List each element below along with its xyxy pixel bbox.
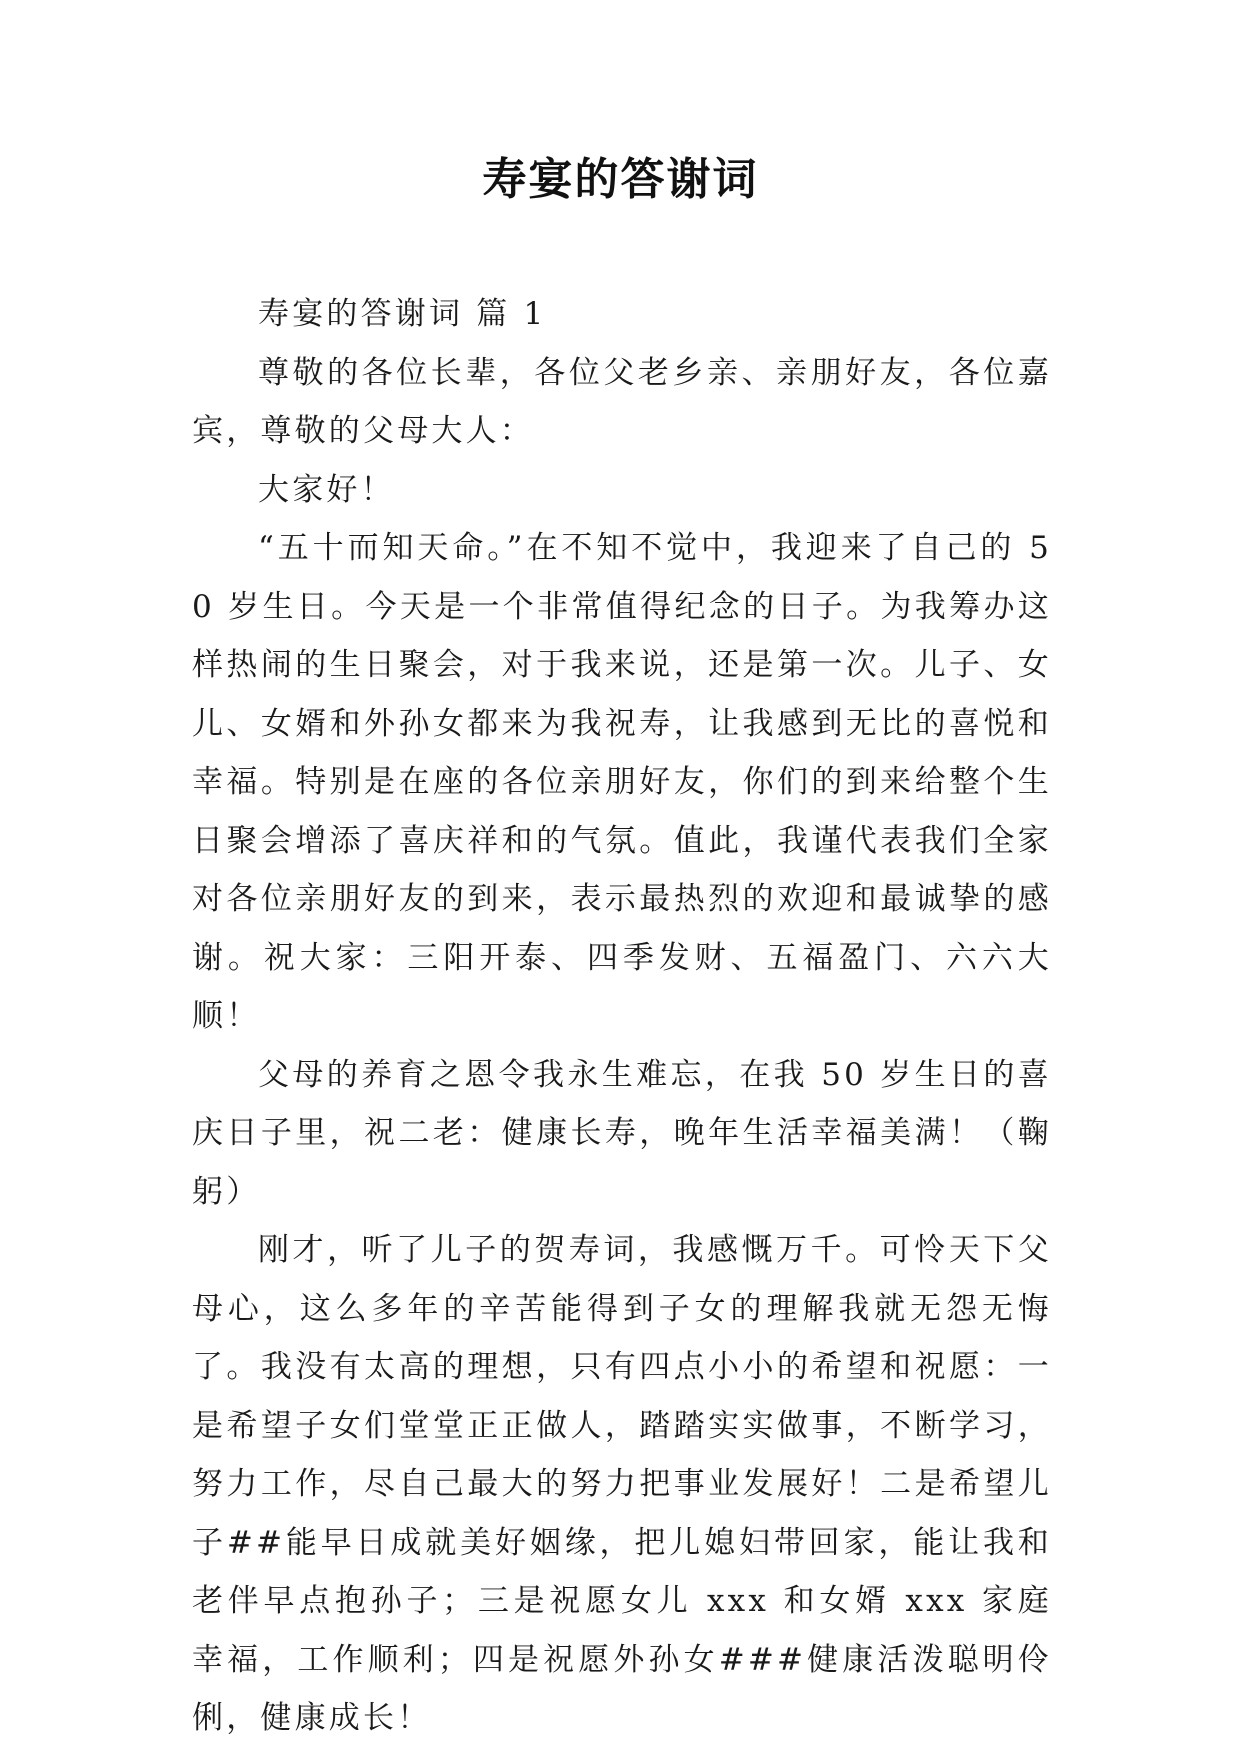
greeting-paragraph: 大家好！ [258,471,395,508]
body-paragraph: “五十而知天命。”在不知不觉中，我迎来了自己的 50 岁生日。今天是一个非常值得纪念的日子。为我筹办这样热闹的生日聚会，对于我来说，还是第一次。儿子、女儿、女婿和外孙女都来为我祝寿，让我感到无比的喜悦和幸福。特别是在座的各位亲朋好友，你们的到来给整个生日聚会增添了喜庆祥和的气氛。值此，我谨代表我们全家对各位亲朋好友的到来，表示最热烈的欢迎和最诚挚的感谢。祝大家：三阳开泰、四季发财、五福盈门、六六大顺！ [192,530,1052,1034]
salutation-paragraph: 尊敬的各位长辈，各位父老乡亲、亲朋好友，各位嘉宾，尊敬的父母大人： [192,354,1052,449]
section-heading: 寿宴的答谢词 篇 1 [258,296,547,332]
body-paragraph: 刚才，听了儿子的贺寿词，我感慨万千。可怜天下父母心，这么多年的辛苦能得到子女的理解我就无怨无悔了。我没有太高的理想，只有四点小小的希望和祝愿：一是希望子女们堂堂正正做人，踏踏实实做事，不断学习，努力工作，尽自己最大的努力把事业发展好！二是希望儿子##能早日成就美好姻缘，把儿媳妇带回家，能让我和老伴早点抱孙子；三是祝愿女儿 xxx 和女婿 xxx 家庭幸福，工作顺利；四是祝愿外孙女###健康活泼聪明伶俐，健康成长！ [192,1232,1052,1736]
document-title: 寿宴的答谢词 [482,154,759,205]
document-body [192,285,1052,1748]
body-paragraph: 父母的养育之恩令我永生难忘，在我 50 岁生日的喜庆日子里，祝二老：健康长寿，晚年生活幸福美满！（鞠躬） [192,1056,1052,1210]
